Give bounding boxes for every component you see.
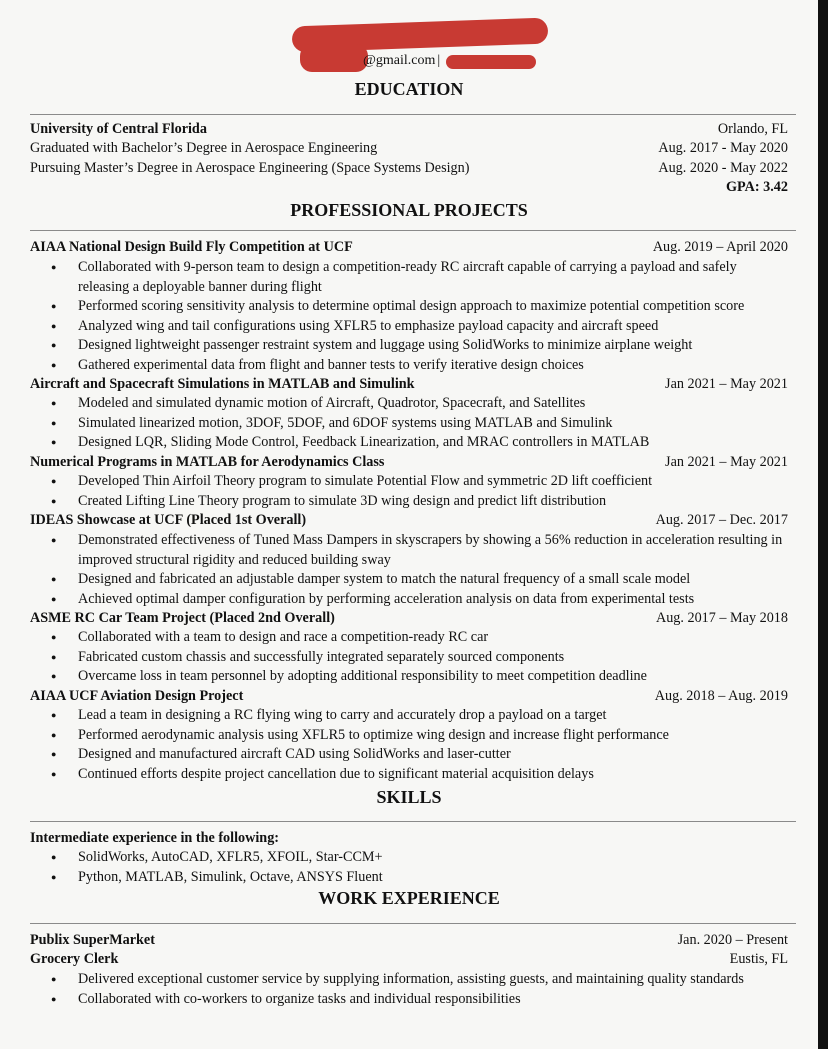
project-name: Aircraft and Spacecraft Simulations in MATLAB and Simulink [30, 376, 415, 392]
list-item: ● Created Lifting Line Theory program to simulate 3D wing design and predict lift distribution [47, 492, 797, 512]
list-item: ● Collaborated with a team to design and race a competition-ready RC car [47, 628, 797, 648]
section-divider [30, 821, 796, 822]
project-dates: Jan 2021 – May 2021 [665, 454, 788, 470]
projects-heading: PROFESSIONAL PROJECTS [290, 200, 528, 220]
work-location: Eustis, FL [729, 951, 788, 967]
skills-bullets [47, 848, 797, 887]
project-bullets [47, 472, 797, 511]
list-item: ● Overcame loss in team personnel by adopting additional responsibility to meet competition deadline [47, 667, 797, 687]
gpa: GPA: 3.42 [726, 179, 788, 195]
section-divider [30, 114, 796, 115]
list-item: ● Designed LQR, Sliding Mode Control, Feedback Linearization, and MRAC controllers in MATLAB [47, 433, 797, 453]
project-name: Numerical Programs in MATLAB for Aerodynamics Class [30, 454, 385, 470]
project-name: ASME RC Car Team Project (Placed 2nd Overall) [30, 610, 335, 626]
list-item: ● Performed scoring sensitivity analysis to determine optimal design approach to maximize potential competition score [47, 297, 760, 317]
list-item: ● Continued efforts despite project cancellation due to significant material acquisition delays [47, 765, 797, 785]
list-item: ● Performed aerodynamic analysis using XFLR5 to optimize wing design and increase flight performance [47, 726, 797, 746]
list-item: ● Delivered exceptional customer service by supplying information, assisting guests, and maintaining quality standards [47, 970, 797, 990]
project-header [30, 687, 788, 706]
project-dates: Aug. 2018 – Aug. 2019 [654, 688, 788, 704]
project-bullets [47, 258, 760, 375]
project-bullets [47, 706, 797, 784]
email-domain: @gmail.com [363, 53, 436, 68]
degree-row [30, 139, 788, 158]
project-header [30, 375, 788, 394]
contact-email [363, 51, 440, 71]
list-item: ● Achieved optimal damper configuration by performing acceleration analysis on data from experimental tests [47, 590, 797, 610]
school-location: Orlando, FL [717, 121, 788, 137]
degree-dates: Aug. 2020 - May 2022 [658, 160, 788, 176]
degree-text: Pursuing Master’s Degree in Aerospace Engineering (Space Systems Design) [30, 160, 470, 176]
project-bullets [47, 394, 797, 453]
project-name: IDEAS Showcase at UCF (Placed 1st Overall) [30, 512, 307, 528]
project-header [30, 453, 788, 472]
project-bullets [47, 628, 797, 687]
project-dates: Aug. 2017 – May 2018 [655, 610, 788, 626]
list-item: ● Simulated linearized motion, 3DOF, 5DOF, and 6DOF systems using MATLAB and Simulink [47, 414, 797, 434]
list-item: ● Fabricated custom chassis and successfully integrated separately sourced components [47, 648, 797, 668]
list-item: ● Analyzed wing and tail configurations using XFLR5 to emphasize payload capacity and aircraft speed [47, 317, 760, 337]
job-title: Grocery Clerk [30, 951, 119, 967]
work-role-row [30, 950, 788, 969]
list-item: ● Python, MATLAB, Simulink, Octave, ANSYS Fluent [47, 868, 797, 888]
list-item: ● Designed lightweight passenger restraint system and luggage using SolidWorks to minimize airplane weight [47, 336, 760, 356]
list-item: ● Lead a team in designing a RC flying wing to carry and accurately drop a payload on a target [47, 706, 797, 726]
project-header [30, 609, 788, 628]
list-item: ● SolidWorks, AutoCAD, XFLR5, XFOIL, Star-CCM+ [47, 848, 797, 868]
list-item: ● Collaborated with 9-person team to design a competition-ready RC aircraft capable of carrying a payload and safely releasing a deployable banner during flight [47, 258, 760, 297]
project-dates: Aug. 2019 – April 2020 [652, 239, 788, 255]
list-item: ● Designed and manufactured aircraft CAD using SolidWorks and laser-cutter [47, 745, 797, 765]
list-item: ● Designed and fabricated an adjustable damper system to match the natural frequency of a small scale model [47, 570, 797, 590]
redaction-mark [300, 44, 368, 72]
list-item: ● Developed Thin Airfoil Theory program to simulate Potential Flow and symmetric 2D lift coefficient [47, 472, 797, 492]
project-header [30, 511, 788, 530]
section-divider [30, 923, 796, 924]
gpa-row [30, 178, 788, 197]
project-bullets [47, 531, 797, 609]
skills-subheading: Intermediate experience in the following: [30, 830, 280, 846]
education-school-row [30, 120, 788, 139]
degree-dates: Aug. 2017 - May 2020 [658, 140, 788, 156]
work-bullets [47, 970, 797, 1009]
section-divider [30, 230, 796, 231]
list-item: ● Collaborated with co-workers to organize tasks and individual responsibilities [47, 990, 797, 1010]
degree-text: Graduated with Bachelor’s Degree in Aerospace Engineering [30, 140, 378, 156]
project-dates: Aug. 2017 – Dec. 2017 [655, 512, 788, 528]
project-name: AIAA UCF Aviation Design Project [30, 688, 244, 704]
degree-row [30, 159, 788, 178]
list-item: ● Gathered experimental data from flight and banner tests to verify iterative design choices [47, 356, 760, 376]
project-dates: Jan 2021 – May 2021 [665, 376, 788, 392]
education-heading: EDUCATION [354, 79, 464, 99]
work-dates: Jan. 2020 – Present [677, 932, 788, 948]
list-item: ● Modeled and simulated dynamic motion of Aircraft, Quadrotor, Spacecraft, and Satellites [47, 394, 797, 414]
skills-heading: SKILLS [376, 787, 442, 807]
work-heading: WORK EXPERIENCE [318, 888, 500, 908]
contact-separator: | [437, 53, 441, 68]
skills-header [30, 829, 788, 848]
project-header [30, 238, 788, 257]
work-employer-row [30, 931, 788, 950]
school-name: University of Central Florida [30, 121, 207, 137]
redaction-mark [446, 55, 536, 69]
screen-edge [818, 0, 828, 1049]
project-name: AIAA National Design Build Fly Competition at UCF [30, 239, 353, 255]
employer-name: Publix SuperMarket [30, 932, 155, 948]
list-item: ● Demonstrated effectiveness of Tuned Mass Dampers in skyscrapers by showing a 56% reduction in acceleration resulting in improved structural rigidity and reduced building sway [47, 531, 797, 570]
